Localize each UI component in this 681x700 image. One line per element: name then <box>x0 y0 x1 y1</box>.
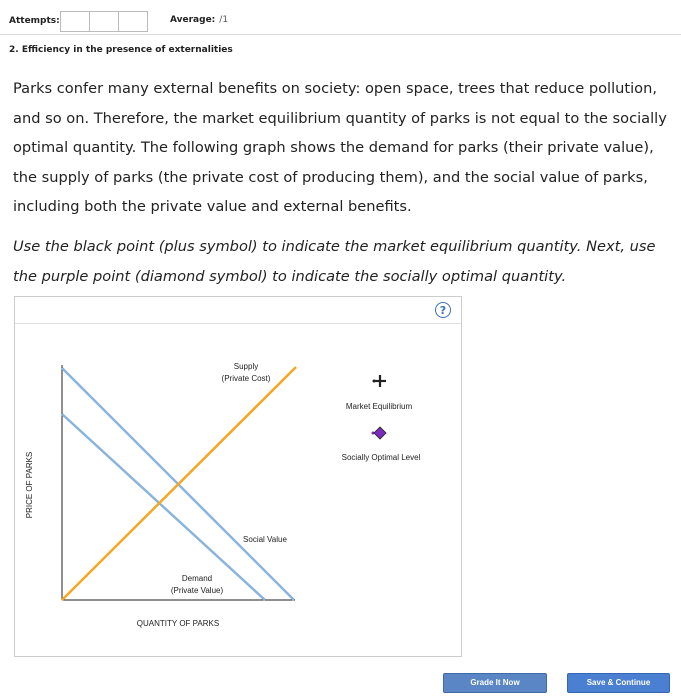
socially-optimal-tool[interactable] <box>372 427 387 439</box>
question-title: 2. Efficiency in the presence of externalities <box>9 45 233 55</box>
attempt-box <box>89 11 119 32</box>
save-and-continue-button[interactable]: Save & Continue <box>567 673 670 693</box>
attempts-bar <box>9 11 60 31</box>
attempt-box <box>60 11 90 32</box>
demand-label-line1: Demand <box>181 574 213 583</box>
average-value: /1 <box>219 15 229 25</box>
socially-optimal-label: Socially Optimal Level <box>341 453 421 462</box>
question-paragraph: Parks confer many external benefits on society: open space, trees that reduce pollution, and so on. Therefore, the market equilibrium quantity of parks is not equal to the socially optimal quantity. The following graph shows the demand for parks (their private value), the supply of parks (the private cost of producing them), and the social value of parks, including both the private value and external benefits. <box>13 80 667 215</box>
header-divider <box>0 34 681 35</box>
demand-label-line2: (Private Value) <box>170 586 224 595</box>
graph-panel <box>14 296 462 657</box>
y-axis-label: PRICE OF PARKS <box>25 451 34 519</box>
supply-label-line1: Supply <box>233 362 259 371</box>
social-value-label: Social Value <box>243 535 287 544</box>
attempt-boxes <box>60 11 147 32</box>
demand-curve <box>62 414 265 600</box>
question-instructions: Use the black point (plus symbol) to indicate the market equilibrium quantity. Next, use the purple point (diamond symbol) to indicate the socially optimal quantity. <box>13 238 656 285</box>
grade-it-now-button[interactable]: Grade It Now <box>443 673 547 693</box>
diamond-icon <box>374 427 386 439</box>
market-equilibrium-label: Market Equilibrium <box>345 402 413 411</box>
attempts-label: Attempts: <box>9 16 60 26</box>
average-score <box>170 15 228 25</box>
supply-label-line2: (Private Cost) <box>221 374 271 383</box>
attempt-box <box>118 11 148 32</box>
market-equilibrium-tool[interactable] <box>373 375 387 387</box>
average-label: Average: <box>170 15 216 25</box>
help-icon[interactable]: ? <box>435 302 451 318</box>
graph-canvas <box>15 297 461 656</box>
x-axis-label: QUANTITY OF PARKS <box>136 619 220 628</box>
